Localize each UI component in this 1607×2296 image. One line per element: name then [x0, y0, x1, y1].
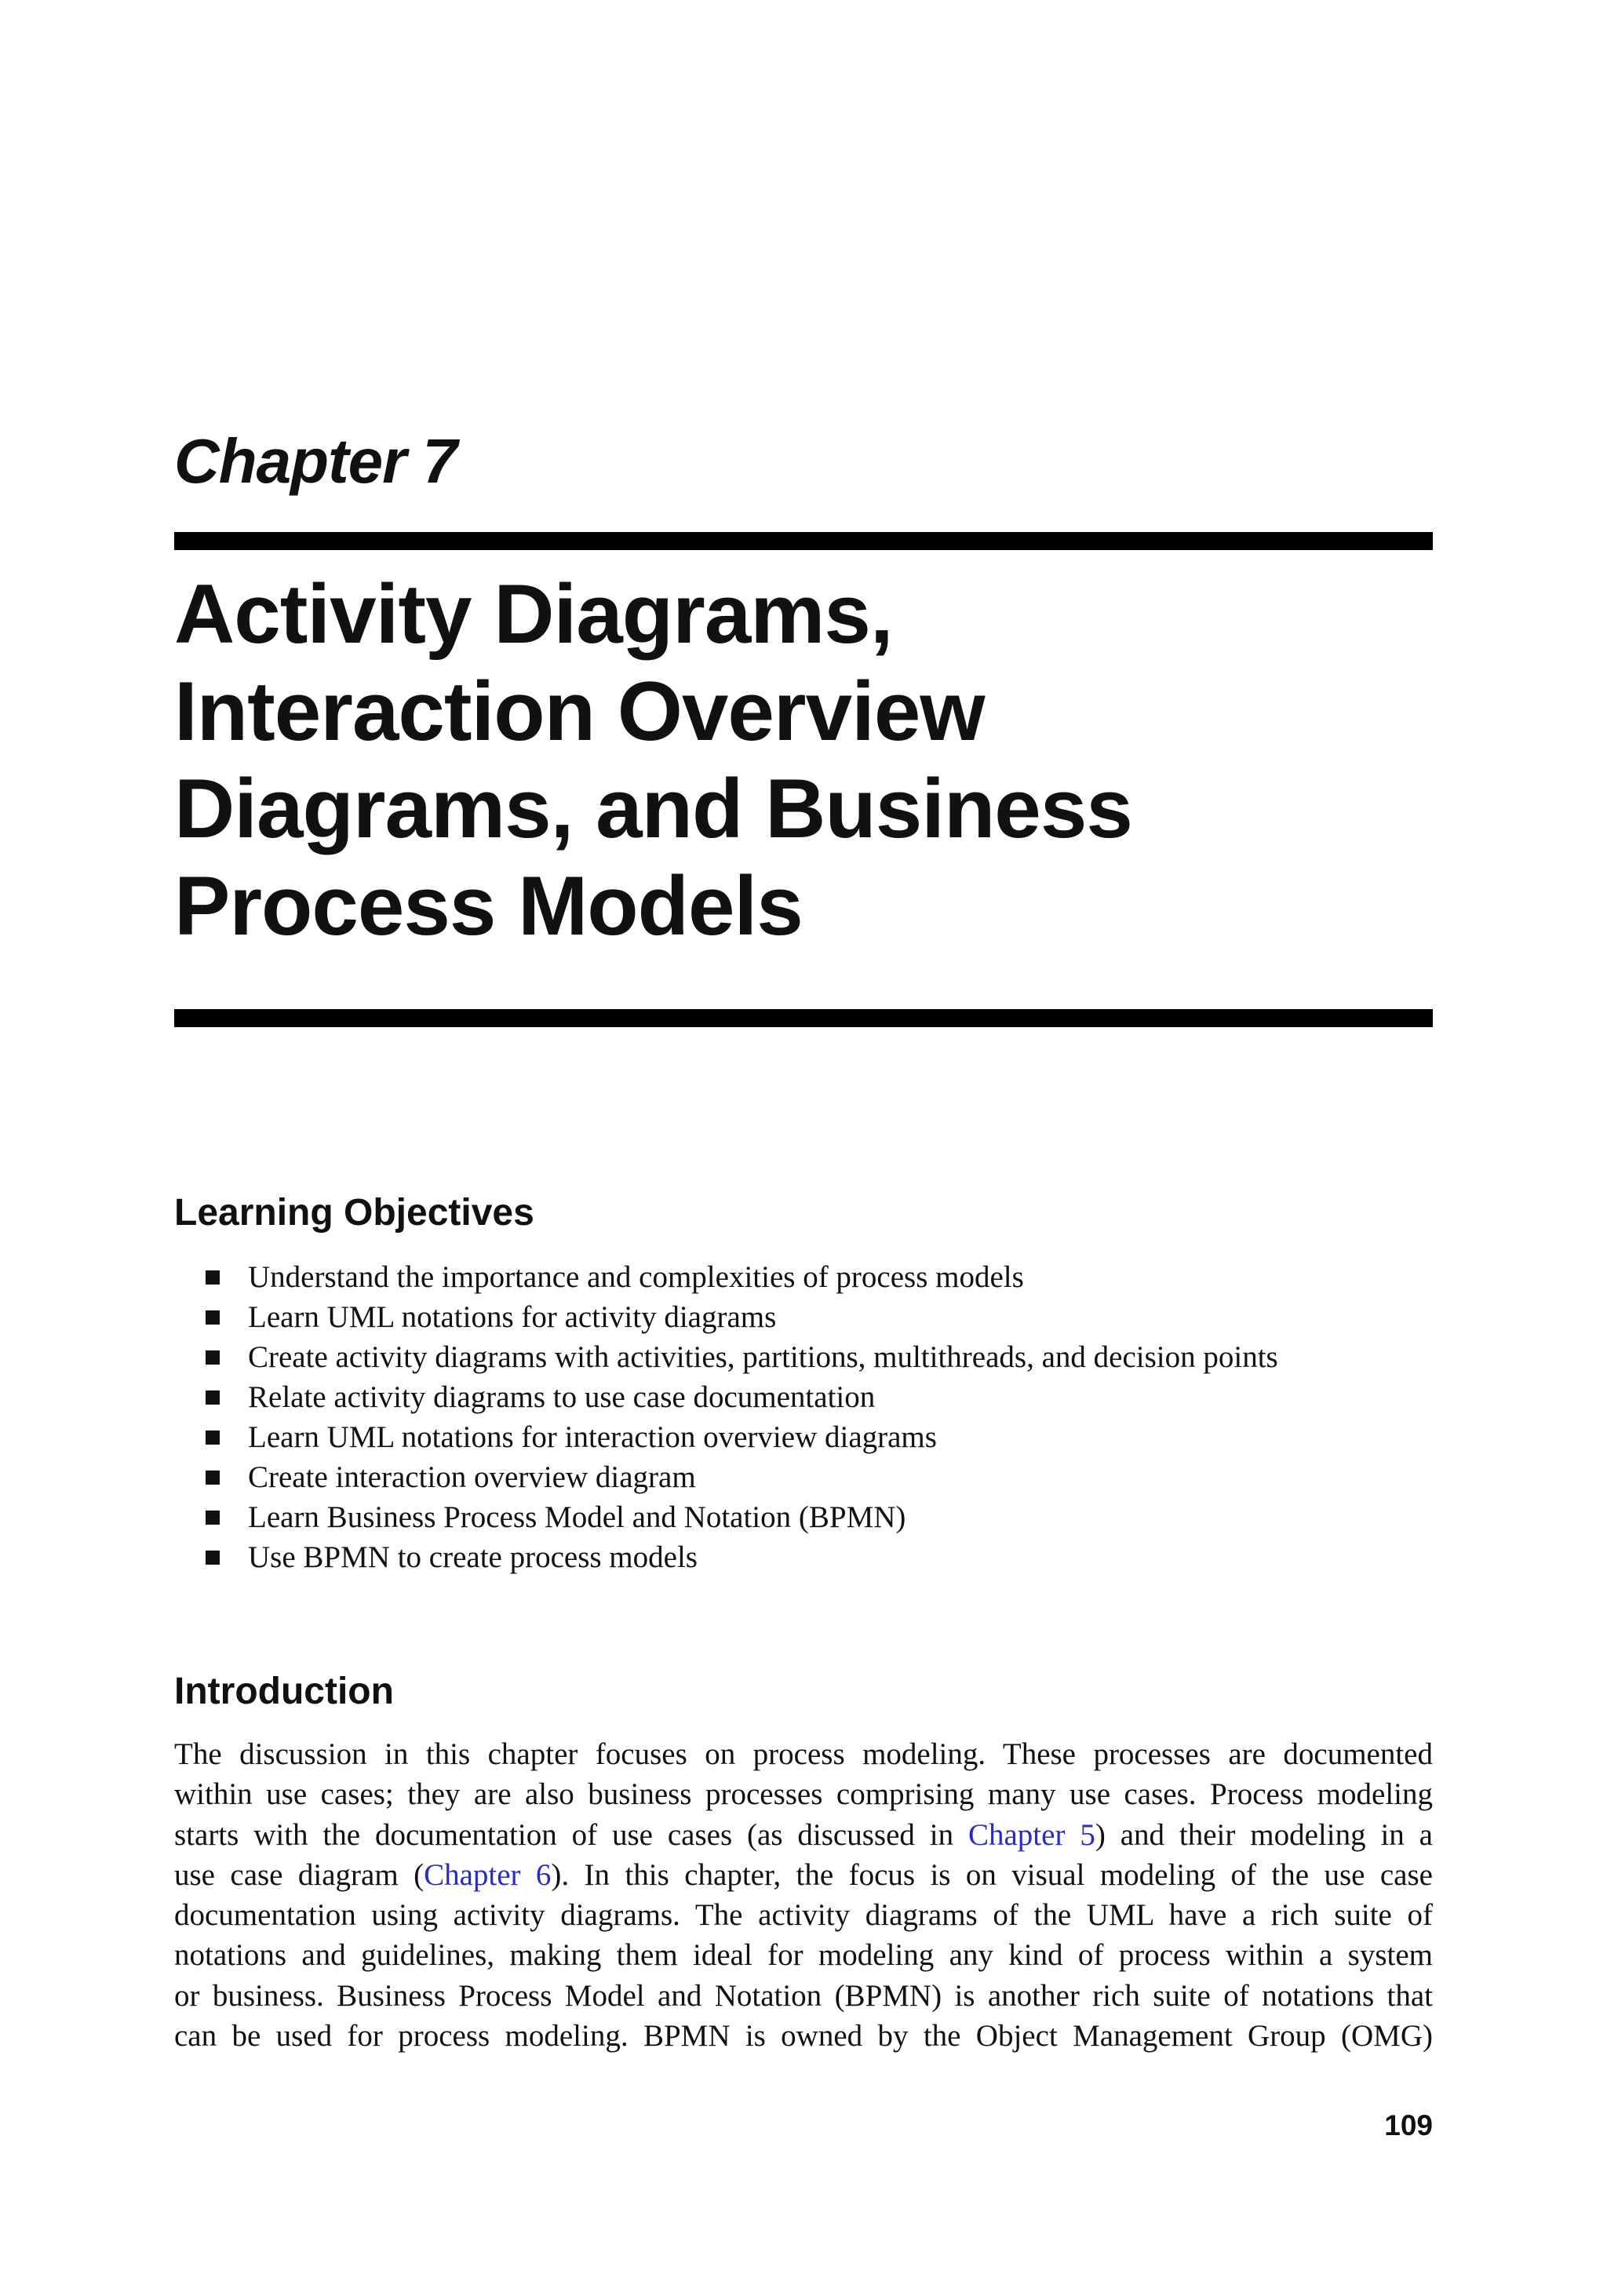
square-bullet-icon [206, 1390, 220, 1405]
objective-item [206, 1377, 1278, 1417]
square-bullet-icon [206, 1350, 220, 1365]
objective-text: Create activity diagrams with activities, partitions, multithreads, and decision points [248, 1340, 1278, 1374]
objective-text: Use BPMN to create process models [248, 1540, 698, 1574]
learning-objectives-heading: Learning Objectives [174, 1192, 534, 1234]
square-bullet-icon [206, 1310, 220, 1325]
chapter-5-link[interactable]: Chapter 5 [967, 1817, 1095, 1852]
square-bullet-icon [206, 1511, 220, 1525]
square-bullet-icon [206, 1471, 220, 1485]
objective-text: Understand the importance and complexities of process models [248, 1260, 1024, 1294]
chapter-title-line: Activity Diagrams, [174, 567, 893, 661]
objective-item [206, 1497, 1278, 1537]
paragraph-line: or business. Business Process Model and Notation (BPMN) is another rich suite of notations that [174, 1978, 1433, 2013]
paragraph-line: can be used for process modeling. BPMN is owned by the Object Management Group (OMG) [174, 2019, 1433, 2054]
objective-text: Learn Business Process Model and Notation (BPMN) [248, 1500, 906, 1534]
paragraph-text: starts with the documentation of use cases (as discussed in [174, 1817, 968, 1852]
paragraph-line [174, 1855, 1433, 1895]
paragraph-line: documentation using activity diagrams. The activity diagrams of the UML have a rich suite of [174, 1898, 1433, 1933]
paragraph-text: ) and their modeling in a [1095, 1817, 1433, 1852]
bottom-rule [174, 1009, 1433, 1027]
objective-item [206, 1537, 1278, 1577]
objective-item [206, 1337, 1278, 1377]
paragraph-line [174, 1815, 1433, 1855]
objective-item [206, 1417, 1278, 1457]
paragraph-line: notations and guidelines, making them ideal for modeling any kind of process within a system [174, 1938, 1433, 1973]
square-bullet-icon [206, 1551, 220, 1565]
chapter-title-line: Interaction Overview [174, 664, 985, 758]
objective-item [206, 1457, 1278, 1497]
objective-item [206, 1297, 1278, 1337]
objective-text: Create interaction overview diagram [248, 1460, 696, 1494]
paragraph-line: The discussion in this chapter focuses on process modeling. These processes are documented [174, 1737, 1433, 1771]
chapter-title-line: Process Models [174, 858, 803, 953]
chapter-6-link[interactable]: Chapter 6 [424, 1857, 552, 1892]
square-bullet-icon [206, 1270, 220, 1285]
paragraph-line: within use cases; they are also business processes comprising many use cases. Process modeling [174, 1777, 1433, 1812]
introduction-paragraph [174, 1734, 1433, 2056]
objective-text: Learn UML notations for activity diagrams [248, 1300, 777, 1334]
introduction-heading: Introduction [174, 1671, 394, 1712]
paragraph-text: use case diagram ( [174, 1857, 425, 1892]
objective-text: Relate activity diagrams to use case documentation [248, 1380, 876, 1414]
chapter-title-line: Diagrams, and Business [174, 761, 1132, 855]
chapter-title [174, 565, 1430, 954]
objective-text: Learn UML notations for interaction overview diagrams [248, 1420, 937, 1454]
page-number: 109 [1384, 2109, 1433, 2141]
chapter-label: Chapter 7 [174, 426, 457, 496]
square-bullet-icon [206, 1430, 220, 1445]
paragraph-text: ). In this chapter, the focus is on visual modeling of the use case [551, 1857, 1433, 1892]
objective-item [206, 1257, 1278, 1297]
learning-objectives-list [206, 1257, 1278, 1577]
top-rule [174, 532, 1433, 550]
